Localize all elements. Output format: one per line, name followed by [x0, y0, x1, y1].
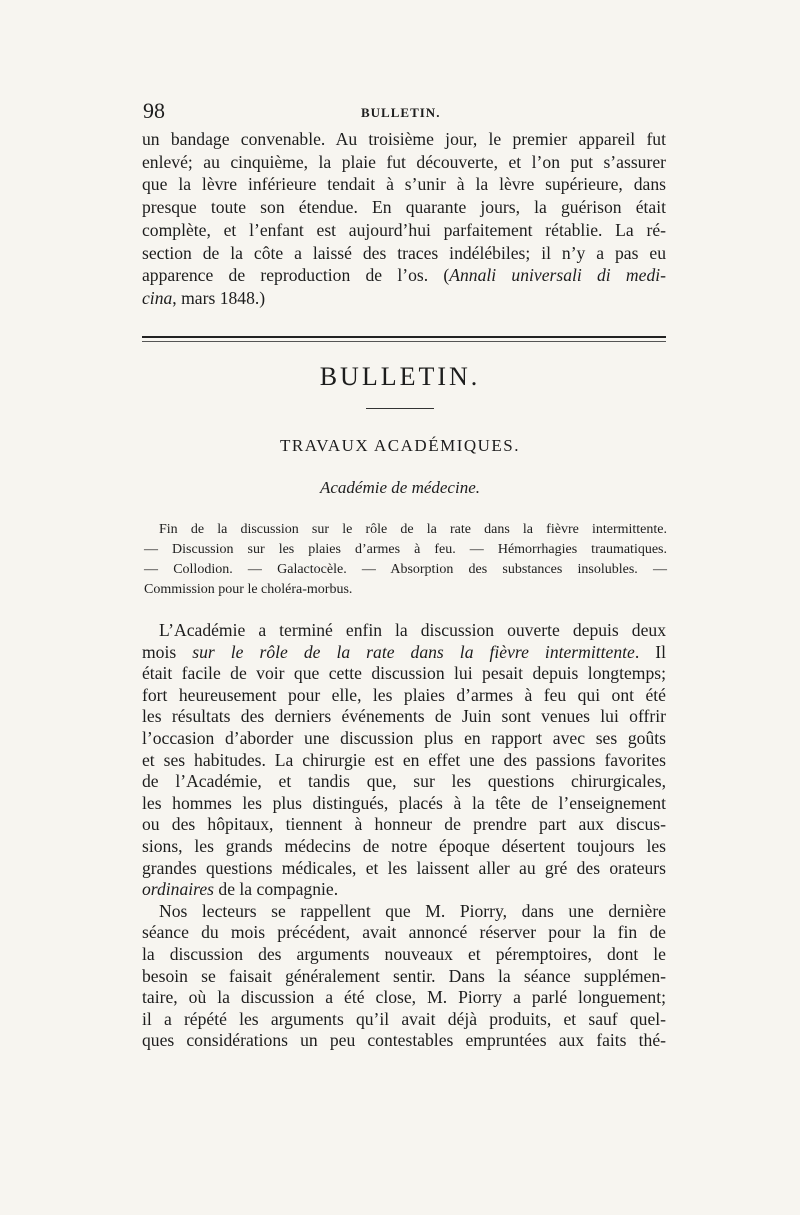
- title-underline: [366, 408, 434, 409]
- venue-title: Académie de médecine.: [320, 478, 480, 497]
- body-text: [142, 620, 666, 1052]
- summary-line: — Collodion. — Galactocèle. — Absorption des substances insolubles. —: [144, 562, 667, 577]
- text-line: Nos lecteurs se rappellent que M. Piorry, dans une dernière: [159, 900, 666, 921]
- text-line: que la lèvre inférieure tendait à s’unir à la lèvre supérieure, dans: [142, 174, 666, 195]
- text-line: ques considérations un peu contestables empruntées aux faits thé-: [142, 1030, 666, 1051]
- citation-tail: , mars 1848.): [172, 287, 266, 308]
- text-line: les hommes les plus distingués, placés à la tête de l’enseignement: [142, 792, 666, 813]
- text-fragment: mois: [142, 641, 193, 662]
- running-head: [143, 98, 663, 128]
- summary-line: Fin de la discussion sur le rôle de la rate dans la fièvre intermittente.: [159, 522, 667, 537]
- text-line: presque toute son étendue. En quarante jours, la guérison était: [142, 197, 666, 218]
- running-title: BULLETIN.: [361, 105, 441, 120]
- citation-italic: cina: [142, 287, 173, 308]
- section-title: BULLETIN.: [319, 362, 481, 391]
- subsection-title: TRAVAUX ACADÉMIQUES.: [279, 436, 520, 455]
- text-line: la discussion des arguments nouveaux et péremptoires, dont le: [142, 943, 666, 964]
- summary-line: Commission pour le choléra-morbus.: [144, 582, 353, 597]
- text-line: et ses habitudes. La chirurgie est en effet une des passions favorites: [142, 749, 666, 770]
- page-number: 98: [143, 98, 165, 123]
- text-line: section de la côte a laissé des traces indélébiles; il n’y a pas eu: [142, 242, 666, 263]
- text-line: [142, 287, 666, 310]
- text-line: besoin se faisait généralement sentir. Dans la séance supplémen-: [142, 965, 666, 986]
- text-fragment: de la compagnie.: [214, 879, 339, 900]
- text-line: l’occasion d’aborder une discussion plus en rapport avec ses goûts: [142, 727, 666, 748]
- text-fragment: . Il: [634, 641, 667, 662]
- text-line: [142, 642, 666, 664]
- citation-italic: Annali universali di medi-: [449, 265, 666, 286]
- summary-line: — Discussion sur les plaies d’armes à feu. — Hémorrhagies traumatiques.: [144, 542, 667, 557]
- text-line: taire, où la discussion a été close, M. Piorry a parlé longuement;: [142, 987, 666, 1008]
- text-line: fort heureusement pour elle, les plaies d’armes à feu qui ont été: [142, 684, 666, 705]
- italic-word: ordinaires: [142, 879, 215, 900]
- section-divider: [142, 336, 666, 342]
- text-line: il a répété les arguments qu’il avait déjà produits, et sauf quel-: [142, 1008, 666, 1029]
- summary: [144, 520, 667, 600]
- paragraph-continuation: [142, 128, 666, 310]
- text-line: ou des hôpitaux, tiennent à honneur de prendre part aux discus-: [142, 814, 666, 835]
- text-line: grandes questions médicales, et les laissent aller au gré des orateurs: [142, 857, 666, 878]
- text-fragment: apparence de reproduction de l’os. (: [142, 265, 450, 286]
- text-line: [142, 879, 666, 901]
- text-line: [142, 264, 666, 287]
- text-line: complète, et l’enfant est aujourd’hui parfaitement rétablie. La ré-: [142, 219, 666, 240]
- text-line: de l’Académie, et tandis que, sur les questions chirurgicales,: [142, 771, 666, 792]
- text-line: était facile de voir que cette discussion lui pesait depuis longtemps;: [142, 663, 666, 684]
- text-line: L’Académie a terminé enfin la discussion ouverte depuis deux: [159, 620, 666, 640]
- text-line: enlevé; au cinquième, la plaie fut découverte, et l’on put s’assurer: [142, 151, 666, 172]
- text-line: séance du mois précédent, avait annoncé réserver pour la fin de: [142, 922, 666, 943]
- text-line: les résultats des derniers événements de Juin sont venues lui offrir: [142, 706, 666, 727]
- text-line: un bandage convenable. Au troisième jour, le premier appareil fut: [142, 129, 666, 149]
- italic-title: sur le rôle de la rate dans la fièvre intermittente: [192, 641, 635, 662]
- text-line: sions, les grands médecins de notre époque désertent toujours les: [142, 835, 666, 856]
